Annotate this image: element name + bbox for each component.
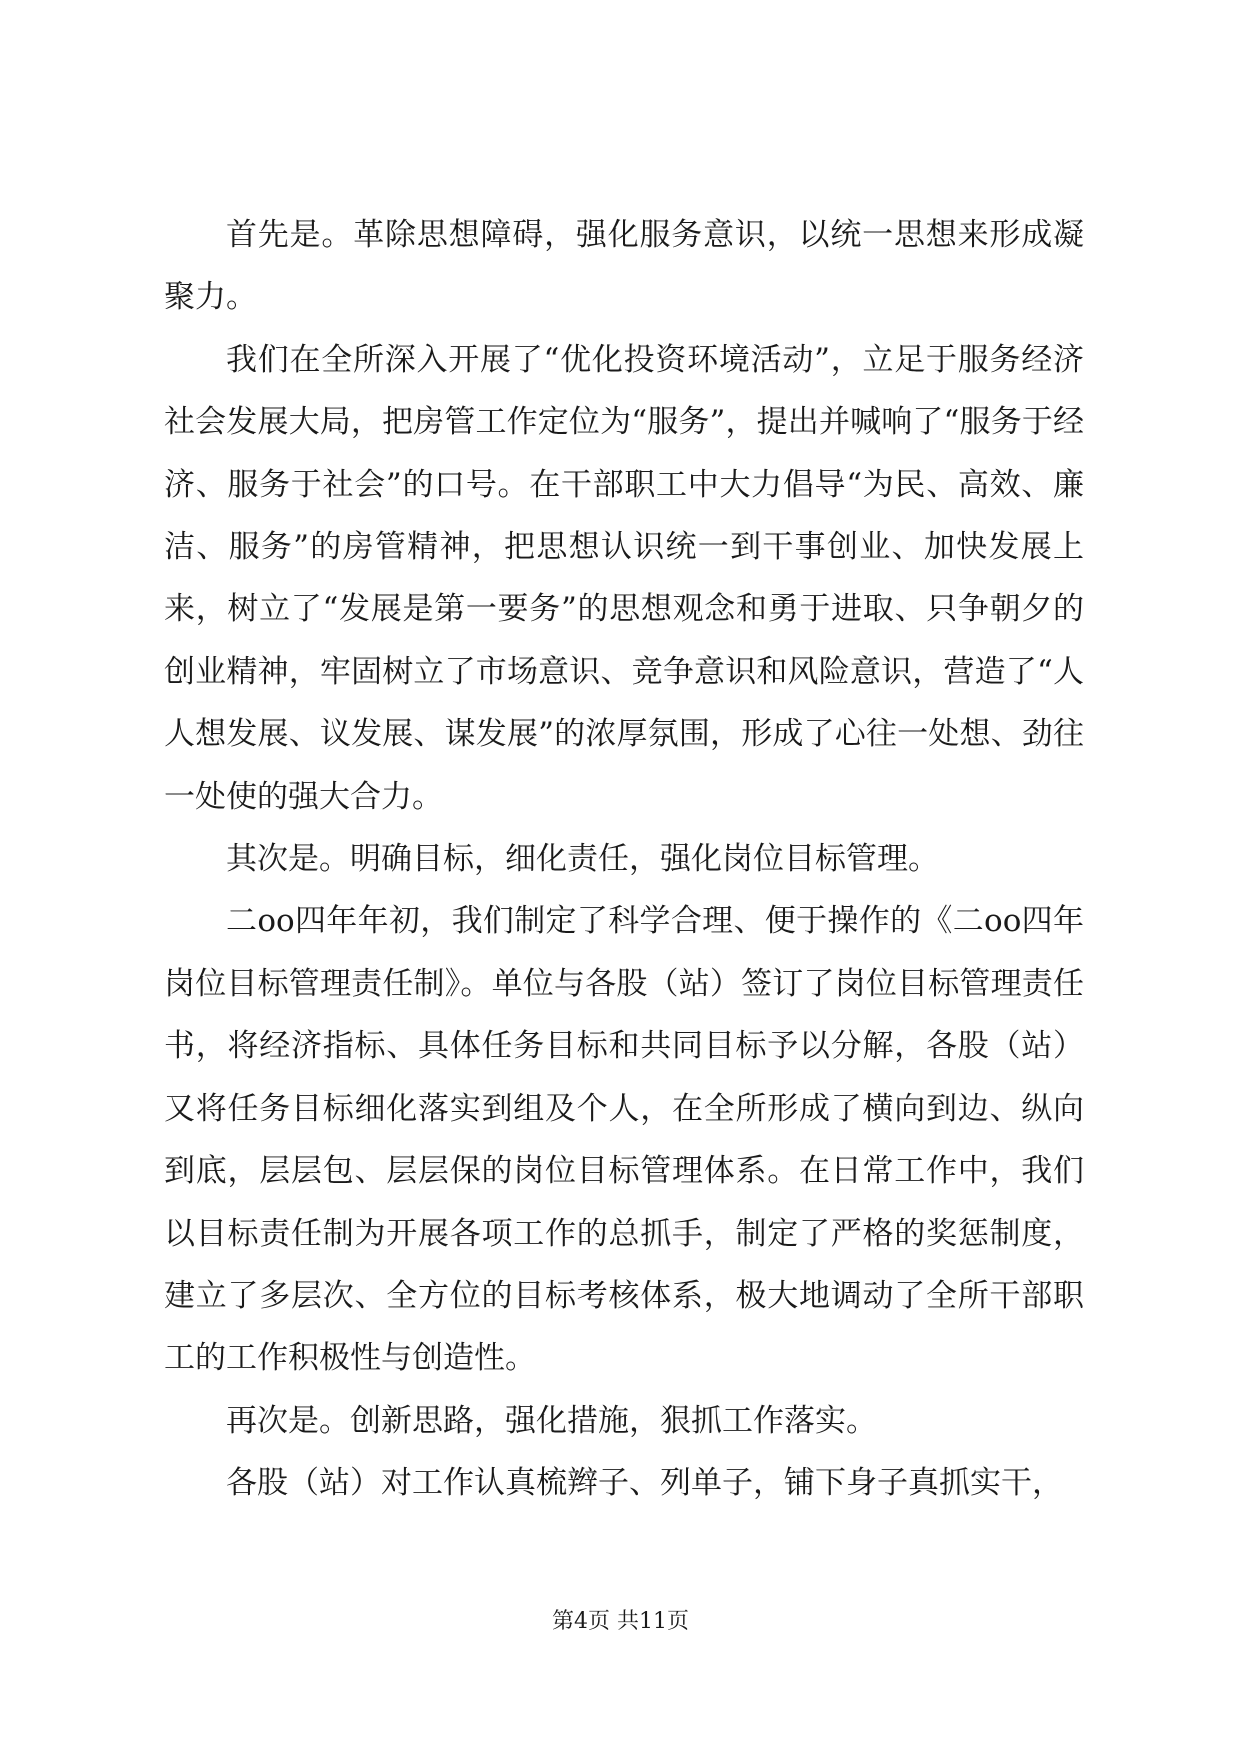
paragraph-4: 二oo四年年初，我们制定了科学合理、便于操作的《二oo四年岗位目标管理责任制》。单位与各股（站）签订了岗位目标管理责任书，将经济指标、具体任务目标和共同目标予以分解，各股（站）又将任务目标细化落实到组及个人，在全所形成了横向到边、纵向到底，层层包、层层保的岗位目标管理体系。在日常工作中，我们以目标责任制为开展各项工作的总抓手，制定了严格的奖惩制度，建立了多层次、全方位的目标考核体系，极大地调动了全所干部职工的工作积极性与创造性。 (164, 903, 1084, 1377)
paragraph-3: 其次是。明确目标，细化责任，强化岗位目标管理。 (226, 841, 939, 878)
paragraph-1: 首先是。革除思想障碍，强化服务意识，以统一思想来形成凝聚力。 (164, 217, 1084, 316)
paragraph-5: 再次是。创新思路，强化措施，狠抓工作落实。 (226, 1402, 877, 1439)
paragraph-2: 我们在全所深入开展了“优化投资环境活动”，立足于服务经济社会发展大局，把房管工作定位为“服务”，提出并喊响了“服务于经济、服务于社会”的口号。在干部职工中大力倡导“为民、高效、廉洁、服务”的房管精神，把思想认识统一到干事创业、加快发展上来，树立了“发展是第一要务”的思想观念和勇于进取、只争朝夕的创业精神，牢固树立了市场意识、竞争意识和风险意识，营造了“人人想发展、议发展、谋发展”的浓厚氛围，形成了心往一处想、劲往一处使的强大合力。 (164, 341, 1084, 815)
page-number-footer: 第4页 共11页 (552, 1609, 689, 1634)
document-body (164, 204, 1084, 1515)
paragraph-6: 各股（站）对工作认真梳辫子、列单子，铺下身子真抓实干， (226, 1465, 1063, 1502)
